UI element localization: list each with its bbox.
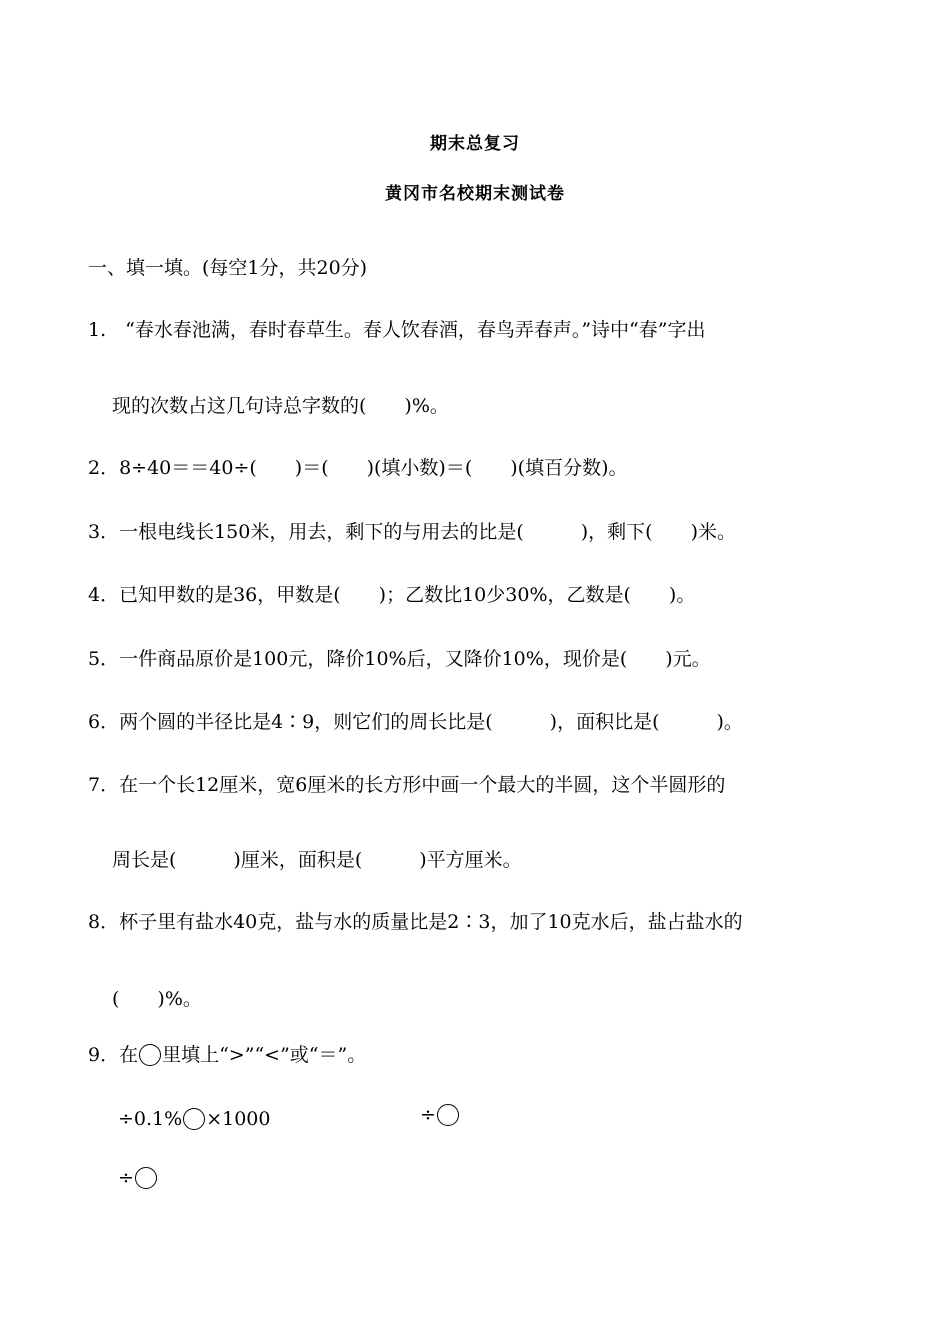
- question-3: 3．一根电线长150米，用去，剩下的与用去的比是( )，剩下( )米。: [88, 521, 737, 543]
- question-8-line-2: ( )%。: [112, 988, 202, 1010]
- compare-circle-icon[interactable]: [135, 1167, 157, 1189]
- compare-item-2: [420, 1103, 460, 1127]
- compare-item-3: [118, 1166, 158, 1190]
- section-heading: 一、填一填。(每空1分，共20分): [88, 257, 368, 279]
- question-1-line-2: 现的次数占这几句诗总字数的( )%。: [112, 395, 449, 417]
- compare-circle-icon[interactable]: [437, 1104, 459, 1126]
- question-7-line-2: 周长是( )厘米，面积是( )平方厘米。: [112, 849, 522, 871]
- compare-item-2-left: ÷: [420, 1104, 436, 1126]
- question-9-suffix: 里填上“>”“<”或“＝”。: [162, 1044, 367, 1066]
- page-subtitle: 黄冈市名校期末测试卷: [385, 184, 565, 204]
- compare-item-1-left: ÷0.1%: [118, 1108, 183, 1130]
- question-1-line-1: 1. “春水春池满，春时春草生。春人饮春酒，春鸟弄春声。”诗中“春”字出: [88, 319, 706, 341]
- question-8-line-1: 8．杯子里有盐水40克，盐与水的质量比是2∶3，加了10克水后，盐占盐水的: [88, 911, 743, 933]
- question-5: 5．一件商品原价是100元，降价10%后，又降价10%，现价是( )元。: [88, 648, 711, 670]
- compare-item-1-right: ×1000: [206, 1108, 271, 1130]
- page-title: 期末总复习: [430, 134, 520, 154]
- question-9: [88, 1043, 366, 1067]
- question-2: 2．8÷40＝＝40÷( )＝( )(填小数)＝( )(填百分数)。: [88, 457, 628, 479]
- question-4: 4．已知甲数的是36，甲数是( )；乙数比10少30%，乙数是( )。: [88, 584, 696, 606]
- question-6: 6．两个圆的半径比是4∶9，则它们的周长比是( )，面积比是( )。: [88, 711, 743, 733]
- question-9-prefix: 9．在: [88, 1044, 139, 1066]
- compare-item-1: [118, 1107, 270, 1131]
- question-7-line-1: 7．在一个长12厘米，宽6厘米的长方形中画一个最大的半圆，这个半圆形的: [88, 774, 726, 796]
- compare-item-3-left: ÷: [118, 1167, 134, 1189]
- compare-circle-icon[interactable]: [183, 1108, 205, 1130]
- compare-circle-icon[interactable]: [139, 1044, 161, 1066]
